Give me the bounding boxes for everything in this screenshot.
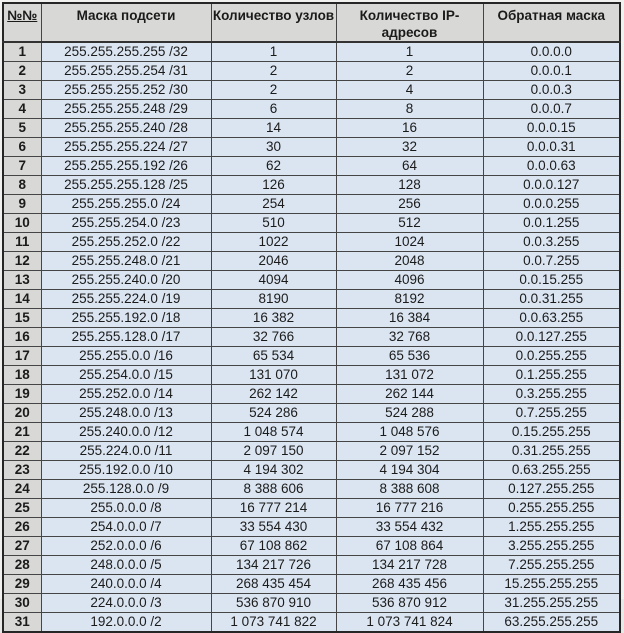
cell-node-count: 510 <box>211 214 336 233</box>
table-row <box>3 138 620 157</box>
cell-ip-count: 262 144 <box>336 385 483 404</box>
cell-node-count: 16 382 <box>211 309 336 328</box>
cell-subnet-mask: 255.255.192.0 /18 <box>41 309 211 328</box>
cell-row-number: 2 <box>3 62 41 81</box>
cell-wildcard-mask: 0.63.255.255 <box>483 461 620 480</box>
cell-node-count: 126 <box>211 176 336 195</box>
cell-node-count: 4094 <box>211 271 336 290</box>
table-row <box>3 309 620 328</box>
cell-subnet-mask: 240.0.0.0 /4 <box>41 575 211 594</box>
cell-ip-count: 536 870 912 <box>336 594 483 613</box>
cell-wildcard-mask: 0.0.3.255 <box>483 233 620 252</box>
cell-ip-count: 16 384 <box>336 309 483 328</box>
cell-wildcard-mask: 0.0.0.255 <box>483 195 620 214</box>
cell-row-number: 3 <box>3 81 41 100</box>
cell-row-number: 9 <box>3 195 41 214</box>
cell-node-count: 2 <box>211 81 336 100</box>
cell-row-number: 8 <box>3 176 41 195</box>
cell-subnet-mask: 255.255.255.128 /25 <box>41 176 211 195</box>
table-row <box>3 423 620 442</box>
cell-row-number: 18 <box>3 366 41 385</box>
cell-subnet-mask: 255.255.252.0 /22 <box>41 233 211 252</box>
cell-wildcard-mask: 0.0.0.1 <box>483 62 620 81</box>
cell-subnet-mask: 255.255.255.240 /28 <box>41 119 211 138</box>
cell-wildcard-mask: 7.255.255.255 <box>483 556 620 575</box>
cell-node-count: 1 073 741 822 <box>211 613 336 633</box>
table-row <box>3 385 620 404</box>
cell-node-count: 536 870 910 <box>211 594 336 613</box>
cell-subnet-mask: 255.0.0.0 /8 <box>41 499 211 518</box>
cell-node-count: 8 388 606 <box>211 480 336 499</box>
cell-subnet-mask: 224.0.0.0 /3 <box>41 594 211 613</box>
cell-row-number: 17 <box>3 347 41 366</box>
table-row <box>3 404 620 423</box>
cell-wildcard-mask: 0.15.255.255 <box>483 423 620 442</box>
cell-ip-count: 4 <box>336 81 483 100</box>
table-row <box>3 499 620 518</box>
cell-node-count: 65 534 <box>211 347 336 366</box>
cell-subnet-mask: 192.0.0.0 /2 <box>41 613 211 633</box>
cell-subnet-mask: 255.255.255.248 /29 <box>41 100 211 119</box>
cell-node-count: 2 097 150 <box>211 442 336 461</box>
cell-subnet-mask: 255.255.224.0 /19 <box>41 290 211 309</box>
cell-ip-count: 67 108 864 <box>336 537 483 556</box>
cell-wildcard-mask: 0.0.0.0 <box>483 42 620 62</box>
cell-ip-count: 2048 <box>336 252 483 271</box>
column-header-subnet-mask <box>41 3 211 42</box>
cell-node-count: 2 <box>211 62 336 81</box>
cell-wildcard-mask: 0.0.127.255 <box>483 328 620 347</box>
cell-subnet-mask: 255.255.248.0 /21 <box>41 252 211 271</box>
cell-node-count: 524 286 <box>211 404 336 423</box>
column-header-number-label: №№ <box>7 8 38 23</box>
cell-subnet-mask: 255.192.0.0 /10 <box>41 461 211 480</box>
cell-row-number: 11 <box>3 233 41 252</box>
cell-node-count: 254 <box>211 195 336 214</box>
column-header-node-count-label: Количество узлов <box>212 8 335 23</box>
cell-wildcard-mask: 0.0.0.7 <box>483 100 620 119</box>
table-row <box>3 290 620 309</box>
cell-wildcard-mask: 0.7.255.255 <box>483 404 620 423</box>
table-row <box>3 176 620 195</box>
cell-subnet-mask: 255.248.0.0 /13 <box>41 404 211 423</box>
cell-wildcard-mask: 0.0.0.63 <box>483 157 620 176</box>
table-row <box>3 252 620 271</box>
table-row <box>3 442 620 461</box>
cell-row-number: 21 <box>3 423 41 442</box>
cell-ip-count: 4096 <box>336 271 483 290</box>
cell-row-number: 24 <box>3 480 41 499</box>
cell-wildcard-mask: 1.255.255.255 <box>483 518 620 537</box>
cell-node-count: 1022 <box>211 233 336 252</box>
table-row <box>3 556 620 575</box>
cell-wildcard-mask: 3.255.255.255 <box>483 537 620 556</box>
column-header-ip-count <box>336 3 483 42</box>
cell-wildcard-mask: 0.0.63.255 <box>483 309 620 328</box>
cell-node-count: 6 <box>211 100 336 119</box>
cell-ip-count: 32 768 <box>336 328 483 347</box>
cell-row-number: 19 <box>3 385 41 404</box>
cell-node-count: 2046 <box>211 252 336 271</box>
cell-node-count: 67 108 862 <box>211 537 336 556</box>
header-row <box>3 3 620 42</box>
cell-subnet-mask: 255.240.0.0 /12 <box>41 423 211 442</box>
cell-subnet-mask: 254.0.0.0 /7 <box>41 518 211 537</box>
cell-ip-count: 1 <box>336 42 483 62</box>
cell-ip-count: 1 073 741 824 <box>336 613 483 633</box>
cell-subnet-mask: 255.255.255.255 /32 <box>41 42 211 62</box>
table-row <box>3 518 620 537</box>
cell-node-count: 1 <box>211 42 336 62</box>
table-row <box>3 347 620 366</box>
cell-wildcard-mask: 0.127.255.255 <box>483 480 620 499</box>
cell-ip-count: 65 536 <box>336 347 483 366</box>
table-row <box>3 100 620 119</box>
cell-ip-count: 2 <box>336 62 483 81</box>
cell-subnet-mask: 255.255.255.254 /31 <box>41 62 211 81</box>
cell-ip-count: 33 554 432 <box>336 518 483 537</box>
cell-subnet-mask: 255.255.255.224 /27 <box>41 138 211 157</box>
column-header-subnet-mask-label: Маска подсети <box>76 8 176 23</box>
table-row <box>3 461 620 480</box>
cell-row-number: 27 <box>3 537 41 556</box>
cell-row-number: 12 <box>3 252 41 271</box>
cell-row-number: 7 <box>3 157 41 176</box>
cell-wildcard-mask: 0.0.0.127 <box>483 176 620 195</box>
cell-node-count: 262 142 <box>211 385 336 404</box>
subnet-mask-table <box>2 2 621 633</box>
cell-subnet-mask: 255.252.0.0 /14 <box>41 385 211 404</box>
cell-subnet-mask: 255.255.255.0 /24 <box>41 195 211 214</box>
cell-row-number: 25 <box>3 499 41 518</box>
cell-subnet-mask: 255.255.240.0 /20 <box>41 271 211 290</box>
cell-ip-count: 32 <box>336 138 483 157</box>
table-row <box>3 328 620 347</box>
cell-row-number: 30 <box>3 594 41 613</box>
cell-ip-count: 2 097 152 <box>336 442 483 461</box>
cell-row-number: 15 <box>3 309 41 328</box>
cell-wildcard-mask: 0.3.255.255 <box>483 385 620 404</box>
cell-subnet-mask: 255.255.0.0 /16 <box>41 347 211 366</box>
cell-node-count: 8190 <box>211 290 336 309</box>
cell-row-number: 16 <box>3 328 41 347</box>
column-header-number <box>3 3 41 42</box>
cell-row-number: 31 <box>3 613 41 633</box>
cell-row-number: 26 <box>3 518 41 537</box>
table-row <box>3 366 620 385</box>
cell-ip-count: 4 194 304 <box>336 461 483 480</box>
table-row <box>3 62 620 81</box>
cell-ip-count: 128 <box>336 176 483 195</box>
cell-wildcard-mask: 0.0.31.255 <box>483 290 620 309</box>
cell-ip-count: 16 <box>336 119 483 138</box>
cell-wildcard-mask: 0.1.255.255 <box>483 366 620 385</box>
table-row <box>3 81 620 100</box>
cell-row-number: 23 <box>3 461 41 480</box>
table-row <box>3 594 620 613</box>
cell-node-count: 4 194 302 <box>211 461 336 480</box>
cell-wildcard-mask: 0.255.255.255 <box>483 499 620 518</box>
table-row <box>3 480 620 499</box>
cell-row-number: 6 <box>3 138 41 157</box>
cell-wildcard-mask: 0.0.1.255 <box>483 214 620 233</box>
cell-node-count: 62 <box>211 157 336 176</box>
table-row <box>3 271 620 290</box>
column-header-node-count <box>211 3 336 42</box>
table-row <box>3 195 620 214</box>
cell-wildcard-mask: 63.255.255.255 <box>483 613 620 633</box>
cell-wildcard-mask: 0.0.7.255 <box>483 252 620 271</box>
cell-ip-count: 1 048 576 <box>336 423 483 442</box>
cell-ip-count: 134 217 728 <box>336 556 483 575</box>
table-body <box>3 42 620 632</box>
cell-ip-count: 8 388 608 <box>336 480 483 499</box>
cell-node-count: 14 <box>211 119 336 138</box>
cell-wildcard-mask: 0.0.15.255 <box>483 271 620 290</box>
cell-row-number: 22 <box>3 442 41 461</box>
cell-wildcard-mask: 15.255.255.255 <box>483 575 620 594</box>
cell-wildcard-mask: 0.0.255.255 <box>483 347 620 366</box>
cell-node-count: 131 070 <box>211 366 336 385</box>
table-row <box>3 42 620 62</box>
table-row <box>3 119 620 138</box>
table-header <box>3 3 620 42</box>
column-header-ip-count-label: Количество IP-адресов <box>359 8 460 40</box>
cell-node-count: 1 048 574 <box>211 423 336 442</box>
cell-node-count: 16 777 214 <box>211 499 336 518</box>
cell-node-count: 134 217 726 <box>211 556 336 575</box>
cell-ip-count: 8192 <box>336 290 483 309</box>
cell-ip-count: 256 <box>336 195 483 214</box>
cell-wildcard-mask: 31.255.255.255 <box>483 594 620 613</box>
cell-node-count: 32 766 <box>211 328 336 347</box>
cell-subnet-mask: 255.255.255.192 /26 <box>41 157 211 176</box>
column-header-wildcard-mask-label: Обратная маска <box>497 8 606 23</box>
cell-ip-count: 1024 <box>336 233 483 252</box>
cell-wildcard-mask: 0.0.0.31 <box>483 138 620 157</box>
table-row <box>3 575 620 594</box>
table-row <box>3 613 620 633</box>
table-row <box>3 157 620 176</box>
cell-subnet-mask: 255.255.255.252 /30 <box>41 81 211 100</box>
cell-ip-count: 16 777 216 <box>336 499 483 518</box>
cell-ip-count: 512 <box>336 214 483 233</box>
cell-subnet-mask: 255.254.0.0 /15 <box>41 366 211 385</box>
cell-subnet-mask: 255.128.0.0 /9 <box>41 480 211 499</box>
cell-ip-count: 64 <box>336 157 483 176</box>
table-row <box>3 214 620 233</box>
cell-node-count: 30 <box>211 138 336 157</box>
cell-subnet-mask: 248.0.0.0 /5 <box>41 556 211 575</box>
cell-row-number: 10 <box>3 214 41 233</box>
cell-ip-count: 268 435 456 <box>336 575 483 594</box>
cell-row-number: 29 <box>3 575 41 594</box>
cell-ip-count: 8 <box>336 100 483 119</box>
cell-row-number: 28 <box>3 556 41 575</box>
cell-row-number: 5 <box>3 119 41 138</box>
column-header-wildcard-mask <box>483 3 620 42</box>
cell-row-number: 4 <box>3 100 41 119</box>
cell-wildcard-mask: 0.31.255.255 <box>483 442 620 461</box>
cell-node-count: 268 435 454 <box>211 575 336 594</box>
table-row <box>3 233 620 252</box>
cell-subnet-mask: 255.255.128.0 /17 <box>41 328 211 347</box>
cell-row-number: 20 <box>3 404 41 423</box>
table-row <box>3 537 620 556</box>
cell-node-count: 33 554 430 <box>211 518 336 537</box>
cell-row-number: 13 <box>3 271 41 290</box>
cell-row-number: 14 <box>3 290 41 309</box>
cell-row-number: 1 <box>3 42 41 62</box>
cell-subnet-mask: 255.224.0.0 /11 <box>41 442 211 461</box>
cell-subnet-mask: 252.0.0.0 /6 <box>41 537 211 556</box>
cell-ip-count: 524 288 <box>336 404 483 423</box>
cell-wildcard-mask: 0.0.0.3 <box>483 81 620 100</box>
cell-ip-count: 131 072 <box>336 366 483 385</box>
cell-wildcard-mask: 0.0.0.15 <box>483 119 620 138</box>
cell-subnet-mask: 255.255.254.0 /23 <box>41 214 211 233</box>
